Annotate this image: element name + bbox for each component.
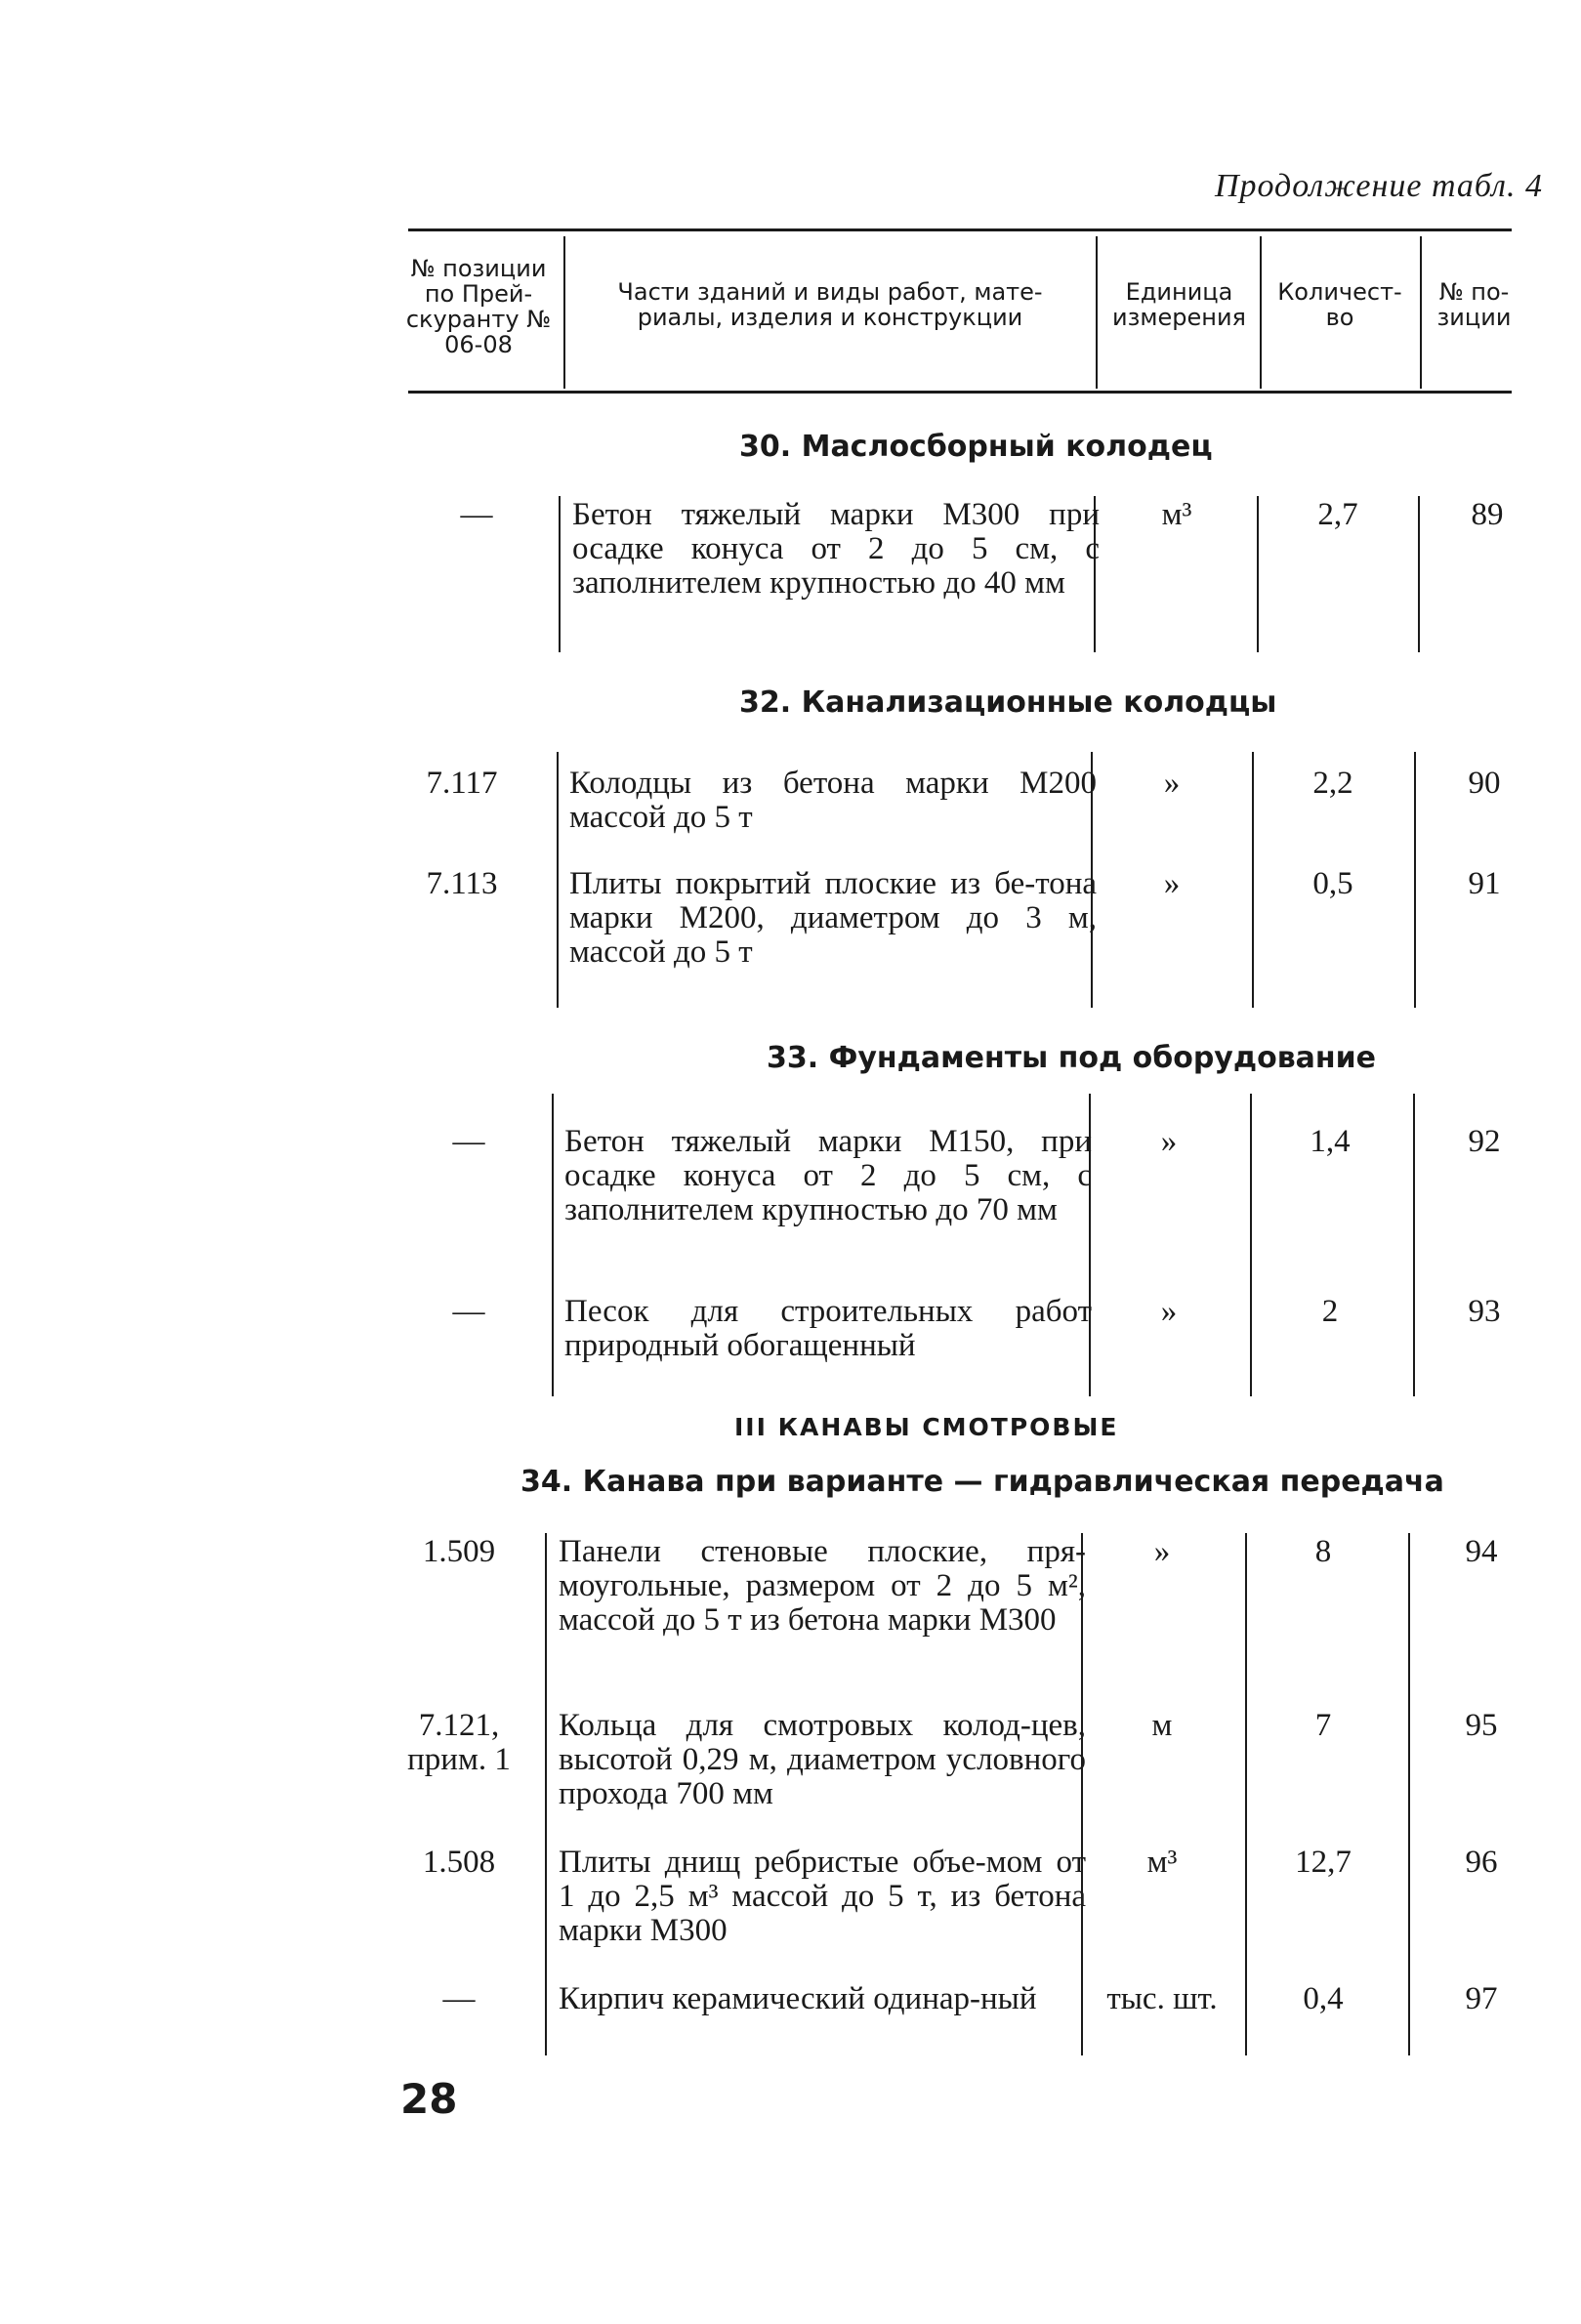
header-divider [1260,236,1262,389]
row-position: 94 [1465,1534,1498,1569]
row-quantity: 0,4 [1303,1981,1344,2016]
row-quantity: 0,5 [1312,866,1353,901]
row-code: 1.508 [422,1845,496,1880]
row-position: 97 [1465,1981,1498,2016]
column-divider [559,496,561,652]
header-divider [1096,236,1098,389]
row-code: 7.121, прим. 1 [407,1708,511,1777]
row-code: — [452,1124,485,1159]
row-position: 91 [1468,866,1501,901]
row-quantity: 2 [1321,1294,1339,1329]
row-position: 90 [1468,766,1501,801]
row-unit: » [1153,1534,1171,1569]
row-quantity: 7 [1314,1708,1332,1743]
header-divider [563,236,565,389]
row-quantity: 12,7 [1295,1845,1352,1880]
header-col-qty: Количест-во [1277,278,1402,331]
row-description: Кольца для смотровых колод-цев, высотой 0,29 м, диаметром условного прохода 700 мм [559,1708,1086,1811]
row-unit: м³ [1146,1845,1178,1880]
section-title: 33. Фундаменты под оборудование [767,1041,1377,1075]
row-position: 93 [1468,1294,1501,1329]
header-col-unit: Единица измерения [1112,278,1246,331]
header-divider [1420,236,1422,389]
row-code: — [460,497,493,532]
row-description: Кирпич керамический одинар-ный [559,1981,1037,2016]
row-code: — [452,1294,485,1329]
row-position: 96 [1465,1845,1498,1880]
row-unit: м³ [1161,497,1192,532]
row-position: 89 [1471,497,1504,532]
column-divider [552,1094,554,1396]
row-code: 7.113 [426,866,498,901]
row-quantity: 2,2 [1312,766,1353,801]
row-description: Бетон тяжелый марки М300 при осадке конуса от 2 до 5 см, с заполнителем крупностью до 40 мм [572,497,1100,601]
section-title: 30. Маслосборный колодец [739,430,1213,464]
section-title: 34. Канава при варианте — гидравлическая передача [520,1465,1444,1499]
row-code: 1.509 [422,1534,496,1569]
column-divider [1413,1094,1415,1396]
row-unit: м [1151,1708,1173,1743]
row-description: Бетон тяжелый марки М150, при осадке конуса от 2 до 5 см, с заполнителем крупностью до 70 мм [564,1124,1092,1227]
row-description: Колодцы из бетона марки М200 массой до 5 т [569,766,1097,835]
row-description: Плиты покрытий плоские из бе-тона марки М200, диаметром до 3 м, массой до 5 т [569,866,1097,970]
header-top-rule [408,228,1512,231]
header-col-pos: № по-зиции [1436,278,1512,331]
header-col-desc: Части зданий и виды работ, мате-риалы, изделия и конструкции [617,278,1043,331]
column-divider [1408,1533,1410,2055]
column-divider [1250,1094,1252,1396]
row-position: 95 [1465,1708,1498,1743]
row-description: Панели стеновые плоские, пря-моугольные, размером от 2 до 5 м², массой до 5 т из бетона марки М300 [559,1534,1086,1638]
header-col-code: № позиции по Прей-скуранту № 06-08 [405,255,552,358]
row-unit: » [1163,866,1181,901]
column-divider [1252,752,1254,1008]
row-description: Песок для строительных работ природный обогащенный [564,1294,1092,1363]
column-divider [1414,752,1416,1008]
column-divider [1257,496,1259,652]
column-divider [545,1533,547,2055]
section-title: 32. Канализационные колодцы [739,685,1277,720]
continuation-title: Продолжение табл. 4 [1214,168,1543,204]
row-quantity: 1,4 [1310,1124,1351,1159]
row-unit: » [1160,1124,1178,1159]
row-quantity: 8 [1314,1534,1332,1569]
column-divider [1418,496,1420,652]
row-position: 92 [1468,1124,1501,1159]
column-divider [557,752,559,1008]
row-unit: » [1163,766,1181,801]
row-unit: » [1160,1294,1178,1329]
row-description: Плиты днищ ребристые объе-мом от 1 до 2,5 м³ массой до 5 т, из бетона марки М300 [559,1845,1086,1948]
column-divider [1245,1533,1247,2055]
row-unit: тыс. шт. [1106,1981,1218,2016]
page-number: 28 [400,2075,458,2123]
row-code: 7.117 [426,766,498,801]
part-title: III КАНАВЫ СМОТРОВЫЕ [734,1413,1119,1441]
row-quantity: 2,7 [1317,497,1358,532]
row-code: — [442,1981,476,2016]
header-bottom-rule [408,391,1512,394]
